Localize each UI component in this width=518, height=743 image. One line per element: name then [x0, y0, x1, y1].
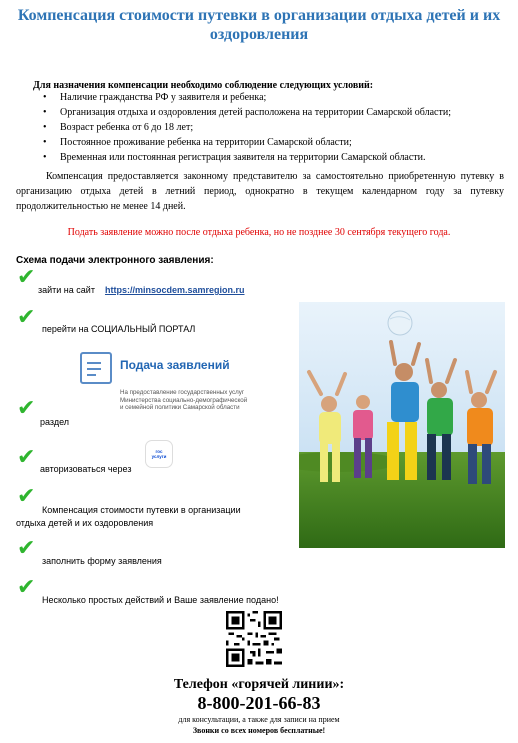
conditions-list: [38, 90, 451, 165]
step-4: авторизоваться через: [40, 464, 132, 474]
hotline-note: для консультации, а также для записи на прием: [178, 715, 340, 724]
check-icon: ✔: [17, 575, 36, 600]
condition-item: • Организация отдыха и оздоровления детей расположена на территории Самарской области;: [38, 105, 451, 120]
hotline-free-note: Звонки со всех номеров бесплатные!: [192, 726, 326, 735]
step-3: раздел: [40, 417, 70, 427]
hotline-label: Телефон «горячей линии»:: [173, 677, 345, 692]
check-icon: ✔: [17, 396, 36, 421]
portal-banner[interactable]: [80, 352, 248, 414]
deadline-notice: Подать заявление можно после отдыха ребенка, но не позднее 30 сентября текущего года.: [67, 227, 451, 238]
check-icon: ✔: [17, 536, 36, 561]
portal-subtitle-line: На предоставление государственных услуг: [120, 389, 245, 396]
step-2: перейти на СОЦИАЛЬНЫЙ ПОРТАЛ: [42, 324, 196, 334]
check-icon: ✔: [17, 445, 36, 470]
step-7: Несколько простых действий и Ваше заявление подано!: [42, 595, 279, 605]
step-1-text: зайти на сайт: [38, 285, 95, 295]
scheme-heading: Схема подачи электронного заявления:: [16, 255, 214, 266]
gosuslugi-logo-text: услуги: [151, 454, 167, 459]
step-1: [38, 285, 245, 295]
portal-heading: Подача заявлений: [120, 358, 230, 372]
condition-item: • Постоянное проживание ребенка на территории Самарской области;: [38, 135, 451, 150]
condition-item: • Возраст ребенка от 6 до 18 лет;: [38, 120, 451, 135]
check-icon: ✔: [17, 305, 36, 330]
gosuslugi-logo[interactable]: [145, 440, 173, 468]
ministry-site-link[interactable]: https://minsocdem.samregion.ru: [104, 285, 245, 295]
portal-subtitle-line: и семейной политики Самарской области: [120, 404, 240, 411]
page-title: Компенсация стоимости путевки в организации отдыха детей и их оздоровления: [17, 7, 501, 43]
children-playing-photo: [299, 302, 505, 548]
step-5-line-2: отдыха детей и их оздоровления: [16, 518, 154, 528]
document-pen-icon: [80, 352, 112, 384]
hotline-number[interactable]: 8-800-201-66-83: [197, 693, 321, 713]
check-icon: ✔: [17, 265, 36, 290]
condition-item: • Наличие гражданства РФ у заявителя и ребенка;: [38, 90, 451, 105]
step-5-line-1: Компенсация стоимости путевки в организации: [42, 505, 241, 515]
compensation-paragraph: Компенсация предоставляется законному представителю за самостоятельно приобретенную путевку в организацию отдыха детей в летний период, однократно в текущем календарном году за путевку продолжительностью не менее 14 дней.: [16, 171, 504, 212]
conditions-heading: Для назначения компенсации необходимо соблюдение следующих условий:: [33, 80, 374, 91]
qr-code[interactable]: [226, 611, 282, 667]
gosuslugi-logo-text: гос: [155, 449, 163, 454]
portal-subtitle: [120, 389, 247, 412]
check-icon: ✔: [17, 484, 36, 509]
portal-subtitle-line: Министерства социально-демографической: [120, 396, 248, 404]
step-6: заполнить форму заявления: [42, 556, 162, 566]
condition-item: • Временная или постоянная регистрация заявителя на территории Самарской области.: [38, 150, 451, 165]
